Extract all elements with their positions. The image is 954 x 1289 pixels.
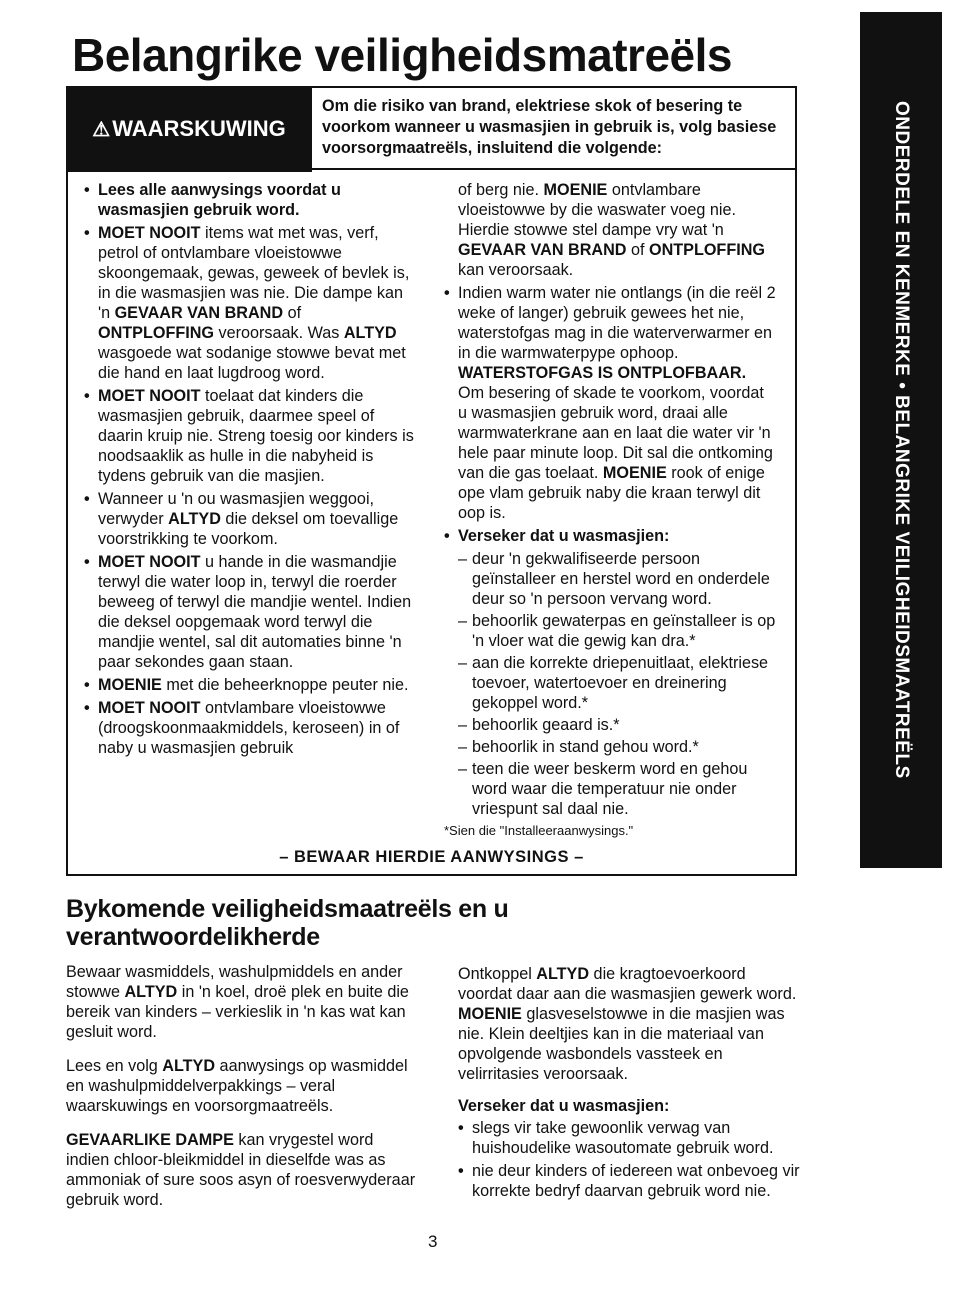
paragraph xyxy=(66,1056,416,1116)
paragraph-text: die kragtoevoerkoord voordat daar aan die wasmasjien gewerk word. xyxy=(458,965,797,1003)
side-tab-label: ONDERDELE EN KENMERKE • BELANGRIKE VEILIGHEIDSMAATREËLS xyxy=(891,101,912,779)
emphasis: GEVAAR VAN BRAND xyxy=(114,304,284,322)
emphasis: GEVAAR VAN BRAND xyxy=(458,241,627,259)
emphasis: MOET NOOIT xyxy=(98,224,201,242)
paragraph-text: glasveselstowwe in die masjien was nie. Klein deeltjies kan in die materiaal van opvolgende wasbondels vassteek en velirritasies veroorsaak. xyxy=(458,1005,785,1083)
list-item xyxy=(84,386,414,486)
paragraph-text: kan vrygestel word indien chloor-bleikmiddel in dieselfde was as ammoniak of sure soos asyn of roesverwyderaar gebruik word. xyxy=(66,1131,416,1209)
item-text: die deksel om toevallige voorstrikking te voorkom. xyxy=(98,510,399,548)
subheading: Verseker dat u wasmasjien: xyxy=(458,1097,670,1115)
item-text: met die beheerknoppe peuter nie. xyxy=(161,676,409,694)
paragraph-text: in 'n koel, droë plek en buite die bereik van kinders – verkieslik in 'n kas wat kan gesluit word. xyxy=(66,983,409,1041)
section-right-column xyxy=(458,964,804,1204)
item-text: Wanneer u 'n ou wasmasjien weggooi, verwyder xyxy=(98,490,375,528)
paragraph-text: Bewaar wasmiddels, washulpmiddels en ander stowwe xyxy=(66,963,403,1001)
item-text: kan veroorsaak. xyxy=(458,261,574,279)
page-number: 3 xyxy=(428,1232,438,1251)
emphasis: ALTYD xyxy=(536,965,590,983)
divider xyxy=(312,168,797,170)
paragraph-text: Lees en volg xyxy=(66,1057,163,1075)
section-left-column xyxy=(66,962,416,1224)
item-text: of xyxy=(283,304,302,322)
emphasis: ALTYD xyxy=(168,510,221,528)
item-text: Lees alle aanwysings voordat u wasmasjien gebruik word. xyxy=(98,181,341,219)
list-item xyxy=(84,675,414,695)
sub-item: – behoorlik gewaterpas en geïnstalleer is op 'n vloer wat die gewig kan dra.* xyxy=(458,611,776,651)
item-text: Om besering of skade te voorkom, voordat u wasmasjien gebruik word, draai alle warmwaterkrane aan en laat die water vir 'n hele paar minute loop. Dit sal die ontkoming van die gas toelaat. xyxy=(458,384,773,482)
item-text: veroorsaak. Was xyxy=(214,324,344,342)
emphasis: MOET NOOIT xyxy=(98,387,201,405)
emphasis: MOET NOOIT xyxy=(98,553,201,571)
warning-header xyxy=(66,86,312,172)
warning-label xyxy=(92,116,285,142)
item-text: ontvlambare vloeistowwe (droogskoonmaakmiddels, keroseen) in of naby u wasmasjien gebruik xyxy=(98,699,400,757)
side-section-tab xyxy=(860,12,942,868)
emphasis: MOET NOOIT xyxy=(98,699,201,717)
warning-label-text: WAARSKUWING xyxy=(112,116,286,141)
item-text: rook of enige ope vlam gebruik naby die kraan terwyl dit oop is. xyxy=(458,464,765,522)
section-title: Bykomende veiligheidsmaatreëls en u verantwoordelikherde xyxy=(66,895,509,951)
emphasis: ALTYD xyxy=(124,983,178,1001)
warning-intro: Om die risiko van brand, elektriese skok of besering te voorkom wanneer u wasmasjien in gebruik is, volg basiese voorsorgmaatreëls, insluitend die volgende: xyxy=(322,97,777,157)
emphasis: WATERSTOFGAS IS ONTPLOFBAAR. xyxy=(458,364,747,382)
sub-item: – behoorlik in stand gehou word.* xyxy=(458,737,776,757)
emphasis: MOENIE xyxy=(458,1005,522,1023)
list-item: • nie deur kinders of iedereen wat onbevoeg vir korrekte bedryf daarvan gebruik word nie. xyxy=(458,1161,804,1201)
item-text: wasgoede wat sodanige stowwe bevat met die hand en laat lugdroog word. xyxy=(98,344,406,382)
paragraph xyxy=(458,964,804,1084)
list-item xyxy=(84,698,414,758)
emphasis: MOENIE xyxy=(602,464,667,482)
sub-item: – teen die weer beskerm word en gehou word waar die temperatuur nie onder vriespunt sal daal nie. xyxy=(458,759,776,819)
warning-right-column xyxy=(444,180,776,841)
item-text: Indien warm water nie ontlangs (in die reël 2 weke of langer) gebruik gewees het nie, waterstofgas mag in die waterverwarmer en in die warmwaterpype ophoop. xyxy=(458,284,776,362)
emphasis: GEVAARLIKE DAMPE xyxy=(66,1131,234,1149)
list-item-continuation xyxy=(458,180,776,280)
paragraph xyxy=(66,962,416,1042)
item-text: Verseker dat u wasmasjien: xyxy=(458,527,670,545)
sub-item: – behoorlik geaard is.* xyxy=(458,715,776,735)
emphasis: ALTYD xyxy=(162,1057,216,1075)
item-text: of berg nie. xyxy=(458,181,544,199)
warning-triangle-icon: ⚠ xyxy=(92,118,111,141)
keep-instructions-notice: – BEWAAR HIERDIE AANWYSINGS – xyxy=(279,848,584,866)
item-text: items wat met was, verf, petrol of ontvlambare vloeistowwe skoongemaak, gewas, geweek of bevlek is, in die wasmasjien was nie. Die dampe kan 'n xyxy=(98,224,410,322)
emphasis: ONTPLOFFING xyxy=(98,324,214,342)
warning-left-column xyxy=(84,180,414,761)
item-text: of xyxy=(626,241,649,259)
item-text: u hande in die wasmandjie terwyl die water loop in, terwyl die roerder beweeg of terwyl die mandjie wentel. Indien die deksel oopgemaak word terwyl die mandjie wentel, sal dit automaties binne 'n paar sekondes gaan staan. xyxy=(98,553,412,671)
list-item xyxy=(444,526,776,546)
page-title: Belangrike veiligheidsmatreëls xyxy=(72,29,732,81)
list-item xyxy=(84,552,414,672)
list-item: • slegs vir take gewoonlik verwag van huishoudelike wasoutomate gebruik word. xyxy=(458,1118,804,1158)
sub-item: – aan die korrekte driepenuitlaat, elektriese toevoer, watertoevoer en dreinering gekoppel word.* xyxy=(458,653,776,713)
list-item xyxy=(84,223,414,383)
paragraph-text: aanwysings op wasmiddel en washulpmiddelverpakkings – veral waarskuwings en voorsorgmaatreëls. xyxy=(66,1057,408,1115)
list-item xyxy=(444,283,776,523)
list-item xyxy=(84,489,414,549)
emphasis: ALTYD xyxy=(343,324,397,342)
paragraph-text: Ontkoppel xyxy=(458,965,537,983)
list-item xyxy=(84,180,414,220)
sub-item: – deur 'n gekwalifiseerde persoon geïnstalleer en herstel word en onderdele deur so 'n persoon vervang word. xyxy=(458,549,776,609)
emphasis: MOENIE xyxy=(543,181,608,199)
footnote: *Sien die "Installeeraanwysings." xyxy=(444,823,634,838)
item-text: ontvlambare vloeistowwe by die waswater voeg nie. Hierdie stowwe stel dampe vry wat 'n xyxy=(458,181,737,239)
emphasis: MOENIE xyxy=(98,676,162,694)
item-text: toelaat dat kinders die wasmasjien gebruik, daarmee speel of daarin kruip nie. Streng toesig oor kinders is noodsaaklik as hulle in die nabyheid is tydens gebruik van die masjien. xyxy=(98,387,414,485)
paragraph xyxy=(66,1130,416,1210)
emphasis: ONTPLOFFING xyxy=(648,241,765,259)
